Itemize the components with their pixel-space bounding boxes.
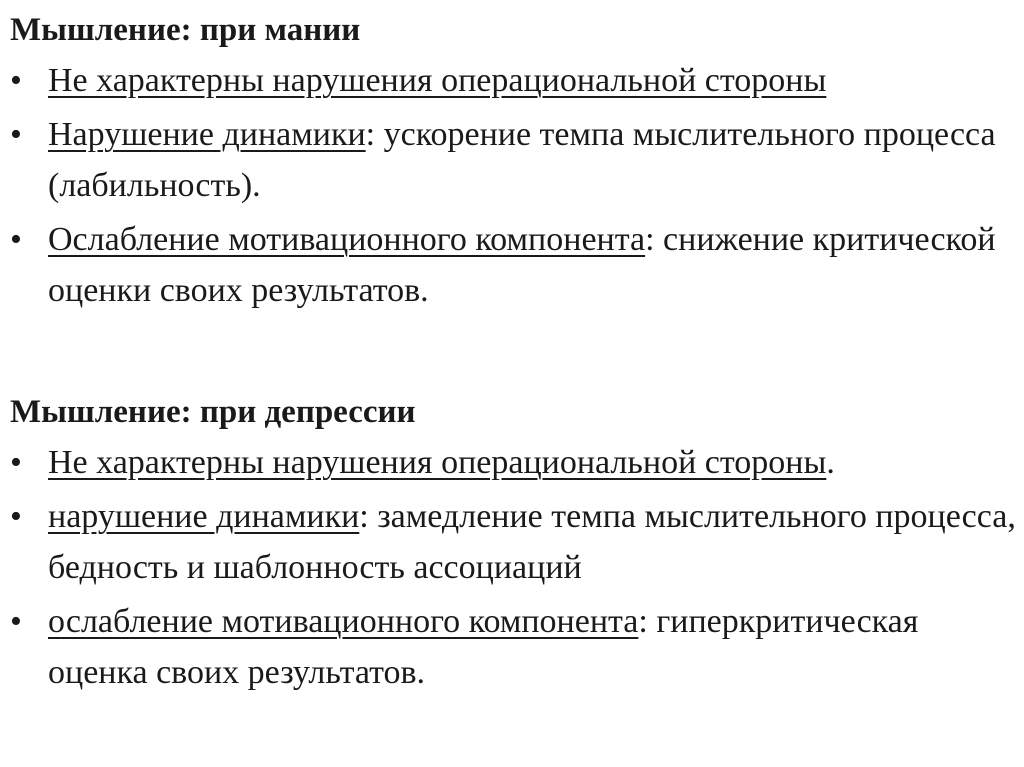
section-heading: Мышление: при мании [10, 12, 361, 48]
item-text: : замедление темпа мыслительного процесса, бедность и шаблонность ассоциаций [48, 498, 1016, 586]
item-text: : ускорение темпа мыслительного процесса (лабильность). [48, 116, 996, 204]
bullet-icon: • [10, 116, 22, 153]
list-item [0, 55, 1024, 106]
section-mania [0, 8, 1024, 316]
item-lead: ослабление мотивационного компонента [48, 603, 639, 640]
section-heading: Мышление: при депрессии [10, 394, 416, 430]
bullet-icon: • [10, 62, 22, 99]
list-item [0, 214, 1024, 316]
item-text: : гиперкритическая оценка своих результатов. [48, 603, 919, 691]
item-lead: нарушение динамики [48, 498, 360, 535]
bullet-icon: • [10, 498, 22, 535]
list-item [0, 596, 1024, 698]
item-lead: Нарушение динамики [48, 116, 366, 153]
item-lead: Ослабление мотивационного компонента [48, 221, 646, 258]
item-text: . [826, 444, 835, 481]
bullet-icon: • [10, 603, 22, 640]
bullet-list [0, 55, 1024, 316]
section-depression [0, 390, 1024, 698]
list-item [0, 491, 1024, 593]
item-lead: Не характерны нарушения операциональной стороны [48, 444, 827, 481]
list-item [0, 109, 1024, 211]
item-lead: Не характерны нарушения операциональной стороны [48, 62, 827, 99]
bullet-list [0, 437, 1024, 698]
bullet-icon: • [10, 221, 22, 258]
list-item [0, 437, 1024, 488]
item-text: : снижение критической оценки своих результатов. [48, 221, 996, 309]
bullet-icon: • [10, 444, 22, 481]
